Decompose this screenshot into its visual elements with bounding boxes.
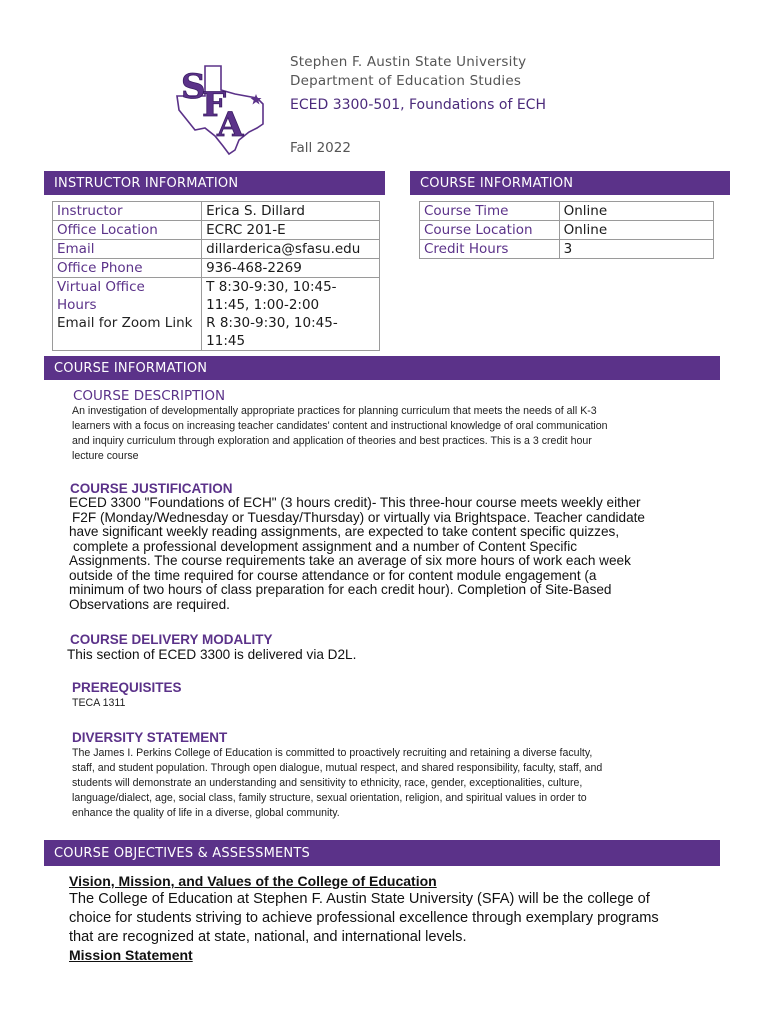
instructor-label: Instructor [53, 202, 202, 221]
hours-line: T 8:30-9:30, 10:45- [206, 279, 337, 295]
paragraph-line: lecture course [72, 450, 139, 462]
credit-hours-value: 3 [559, 240, 713, 259]
diversity-text [72, 746, 732, 821]
instructor-info-table [52, 201, 380, 351]
sfa-logo [165, 58, 275, 158]
virtual-office-label-line2: Hours [57, 297, 97, 313]
virtual-office-hours-label [53, 278, 202, 351]
paragraph-line: learners with a focus on increasing teacher candidates' content and instructional knowledge of oral communication [72, 420, 608, 432]
hours-line: R 8:30-9:30, 10:45- [206, 315, 338, 331]
office-phone-label: Office Phone [53, 259, 202, 278]
virtual-office-hours-value [202, 278, 380, 351]
table-row [53, 202, 380, 221]
course-objectives-header: COURSE OBJECTIVES & ASSESSMENTS [44, 840, 720, 866]
svg-text:A: A [217, 105, 244, 145]
svg-text:S: S [181, 67, 206, 107]
hours-line: 11:45 [206, 333, 246, 349]
paragraph-line: staff, and student population. Through open dialogue, mutual respect, and shared responsibility, faculty, staff, and [72, 762, 603, 774]
vision-heading: Vision, Mission, and Values of the College of Education [69, 873, 437, 889]
course-title: ECED 3300-501, Foundations of ECH [290, 97, 546, 113]
paragraph-line: and inquiry curriculum through exploration and application of theories and best practices. This is a 3 credit hour [72, 435, 592, 447]
instructor-value: Erica S. Dillard [202, 202, 380, 221]
paragraph-line: students will demonstrate an understanding and sensitivity to ethnicity, race, gender, exceptionalities, culture, [72, 777, 583, 789]
paragraph-line: enhance the quality of life in a diverse, global community. [72, 807, 340, 819]
table-row [420, 202, 714, 221]
course-justification-heading: COURSE JUSTIFICATION [70, 481, 233, 496]
paragraph-line: Assignments. The course requirements take an average of six more hours of work each week [69, 553, 631, 568]
office-location-value: ECRC 201-E [202, 221, 380, 240]
course-delivery-heading: COURSE DELIVERY MODALITY [70, 632, 273, 647]
course-description-text [72, 404, 732, 464]
paragraph-line: An investigation of developmentally appropriate practices for planning curriculum that meets the needs of all K-3 [72, 405, 597, 417]
paragraph-line: language/dialect, age, social class, family structure, sexual orientation, religion, and spiritual values in order to [72, 792, 587, 804]
prerequisites-text: TECA 1311 [72, 697, 126, 709]
paragraph-line: choice for students striving to achieve professional excellence through exemplary programs [69, 910, 659, 926]
paragraph-line: minimum of two hours of class preparation for each credit hour). Completion of Site-Based [69, 582, 612, 597]
table-row [53, 221, 380, 240]
mission-heading: Mission Statement [69, 947, 193, 963]
paragraph-line: have significant weekly reading assignments, are expected to take content specific quizzes, [69, 524, 620, 539]
email-value[interactable]: dillarderica@sfasu.edu [202, 240, 380, 259]
zoom-link-label: Email for Zoom Link [57, 315, 193, 331]
course-location-value: Online [559, 221, 713, 240]
prerequisites-heading: PREREQUISITES [72, 680, 182, 695]
paragraph-line: complete a professional development assignment and a number of Content Specific [73, 538, 578, 554]
course-time-value: Online [559, 202, 713, 221]
course-description-heading: COURSE DESCRIPTION [73, 388, 226, 404]
course-information-header: COURSE INFORMATION [44, 356, 720, 380]
paragraph-line: F2F (Monday/Wednesday or Tuesday/Thursday) or virtually via Brightspace. Teacher candidate [72, 509, 645, 525]
instructor-info-header: INSTRUCTOR INFORMATION [44, 171, 385, 195]
table-row [53, 278, 380, 351]
paragraph-line: Observations are required. [69, 596, 230, 612]
paragraph-line: ECED 3300 "Foundations of ECH" (3 hours credit)- This three-hour course meets weekly either [69, 495, 641, 510]
course-delivery-text: This section of ECED 3300 is delivered via D2L. [67, 647, 357, 662]
office-location-label: Office Location [53, 221, 202, 240]
term: Fall 2022 [290, 140, 351, 156]
paragraph-line: outside of the time required for course attendance or for content module engagement (a [69, 567, 597, 583]
table-row [420, 221, 714, 240]
paragraph-line: that are recognized at state, national, and international levels. [69, 929, 467, 945]
paragraph-line: The College of Education at Stephen F. Austin State University (SFA) will be the college of [69, 891, 650, 907]
credit-hours-label: Credit Hours [420, 240, 560, 259]
diversity-heading: DIVERSITY STATEMENT [72, 730, 228, 745]
course-time-label: Course Time [420, 202, 560, 221]
department-name: Department of Education Studies [290, 73, 522, 89]
vision-text [69, 890, 749, 947]
table-row [420, 240, 714, 259]
hours-line: 11:45, 1:00-2:00 [206, 297, 320, 313]
email-label: Email [53, 240, 202, 259]
course-info-table [419, 201, 714, 259]
svg-text:F: F [202, 85, 227, 125]
table-row [53, 240, 380, 259]
office-phone-value: 936-468-2269 [202, 259, 380, 278]
university-name: Stephen F. Austin State University [290, 54, 527, 70]
virtual-office-label-line1: Virtual Office [57, 279, 145, 295]
table-row [53, 259, 380, 278]
course-info-box-header: COURSE INFORMATION [410, 171, 730, 195]
course-justification-text [69, 496, 749, 612]
course-location-label: Course Location [420, 221, 560, 240]
paragraph-line: The James I. Perkins College of Education is committed to proactively recruiting and retaining a diverse faculty, [72, 747, 593, 759]
